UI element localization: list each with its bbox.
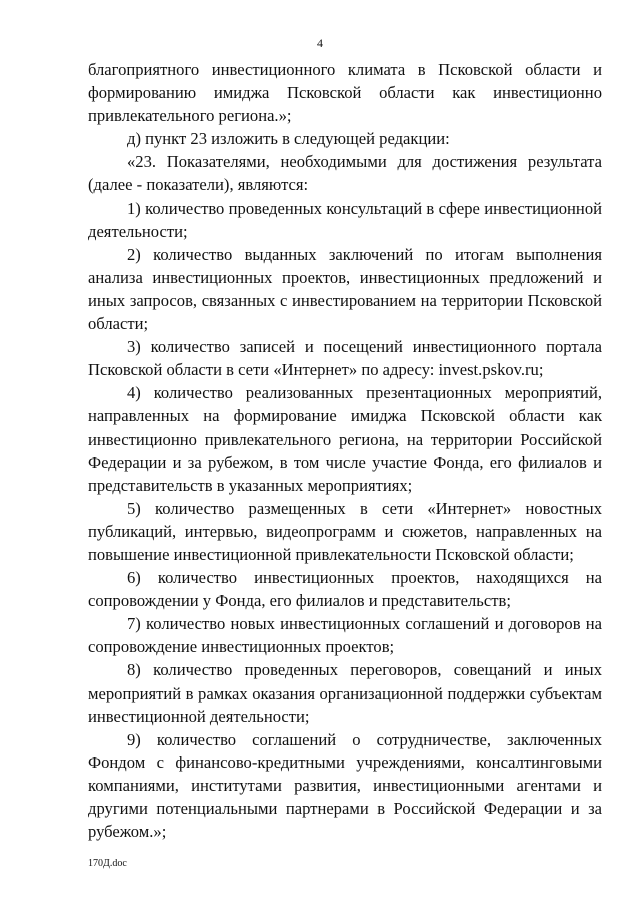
list-item-9: 9) количество соглашений о сотрудничестве, заключенных Фондом с финансово-кредитными учреждениями, консалтинговыми компаниями, институтами развития, инвестиционными агентами и другими потенциальными партнерами в Российской Федерации и за рубежом.»; [88, 729, 602, 842]
document-body [88, 58, 602, 843]
paragraph-item-23: «23. Показателями, необходимыми для достижения результата (далее - показатели), являются: [88, 152, 602, 195]
paragraph-continuation: благоприятного инвестиционного климата в Псковской области и формированию имиджа Псковской области как инвестиционно привлекательного региона.»; [88, 60, 602, 126]
list-item-7: 7) количество новых инвестиционных соглашений и договоров на сопровождение инвестиционных проектов; [88, 614, 602, 657]
list-item-4: 4) количество реализованных презентационных мероприятий, направленных на формирование имиджа Псковской области как инвестиционно привлекательного региона, на территории Российской Федерации и за рубежом, в том числе участие Фонда, его филиалов и представительств в указанных мероприятиях; [88, 383, 602, 495]
list-item-8: 8) количество проведенных переговоров, совещаний и иных мероприятий в рамках оказания организационной поддержки субъектам инвестиционной деятельности; [88, 660, 602, 726]
list-item-2: 2) количество выданных заключений по итогам выполнения анализа инвестиционных проектов, инвестиционных предложений и иных запросов, связанных с инвестированием на территории Псковской области; [88, 244, 602, 334]
list-item-5: 5) количество размещенных в сети «Интернет» новостных публикаций, интервью, видеопрограмм и сюжетов, направленных на повышение инвестиционной привлекательности Псковской области; [88, 498, 602, 564]
list-item-3: 3) количество записей и посещений инвестиционного портала Псковской области в сети «Интернет» по адресу: invest.pskov.ru; [88, 337, 602, 380]
footer-filename: 170Д.doc [88, 858, 127, 869]
list-item-6: 6) количество инвестиционных проектов, находящихся на сопровождении у Фонда, его филиалов и представительств; [88, 568, 602, 611]
page-number: 4 [317, 36, 323, 50]
paragraph-amendment-d: д) пункт 23 изложить в следующей редакции: [127, 129, 450, 149]
list-item-1: 1) количество проведенных консультаций в сфере инвестиционной деятельности; [88, 198, 602, 241]
